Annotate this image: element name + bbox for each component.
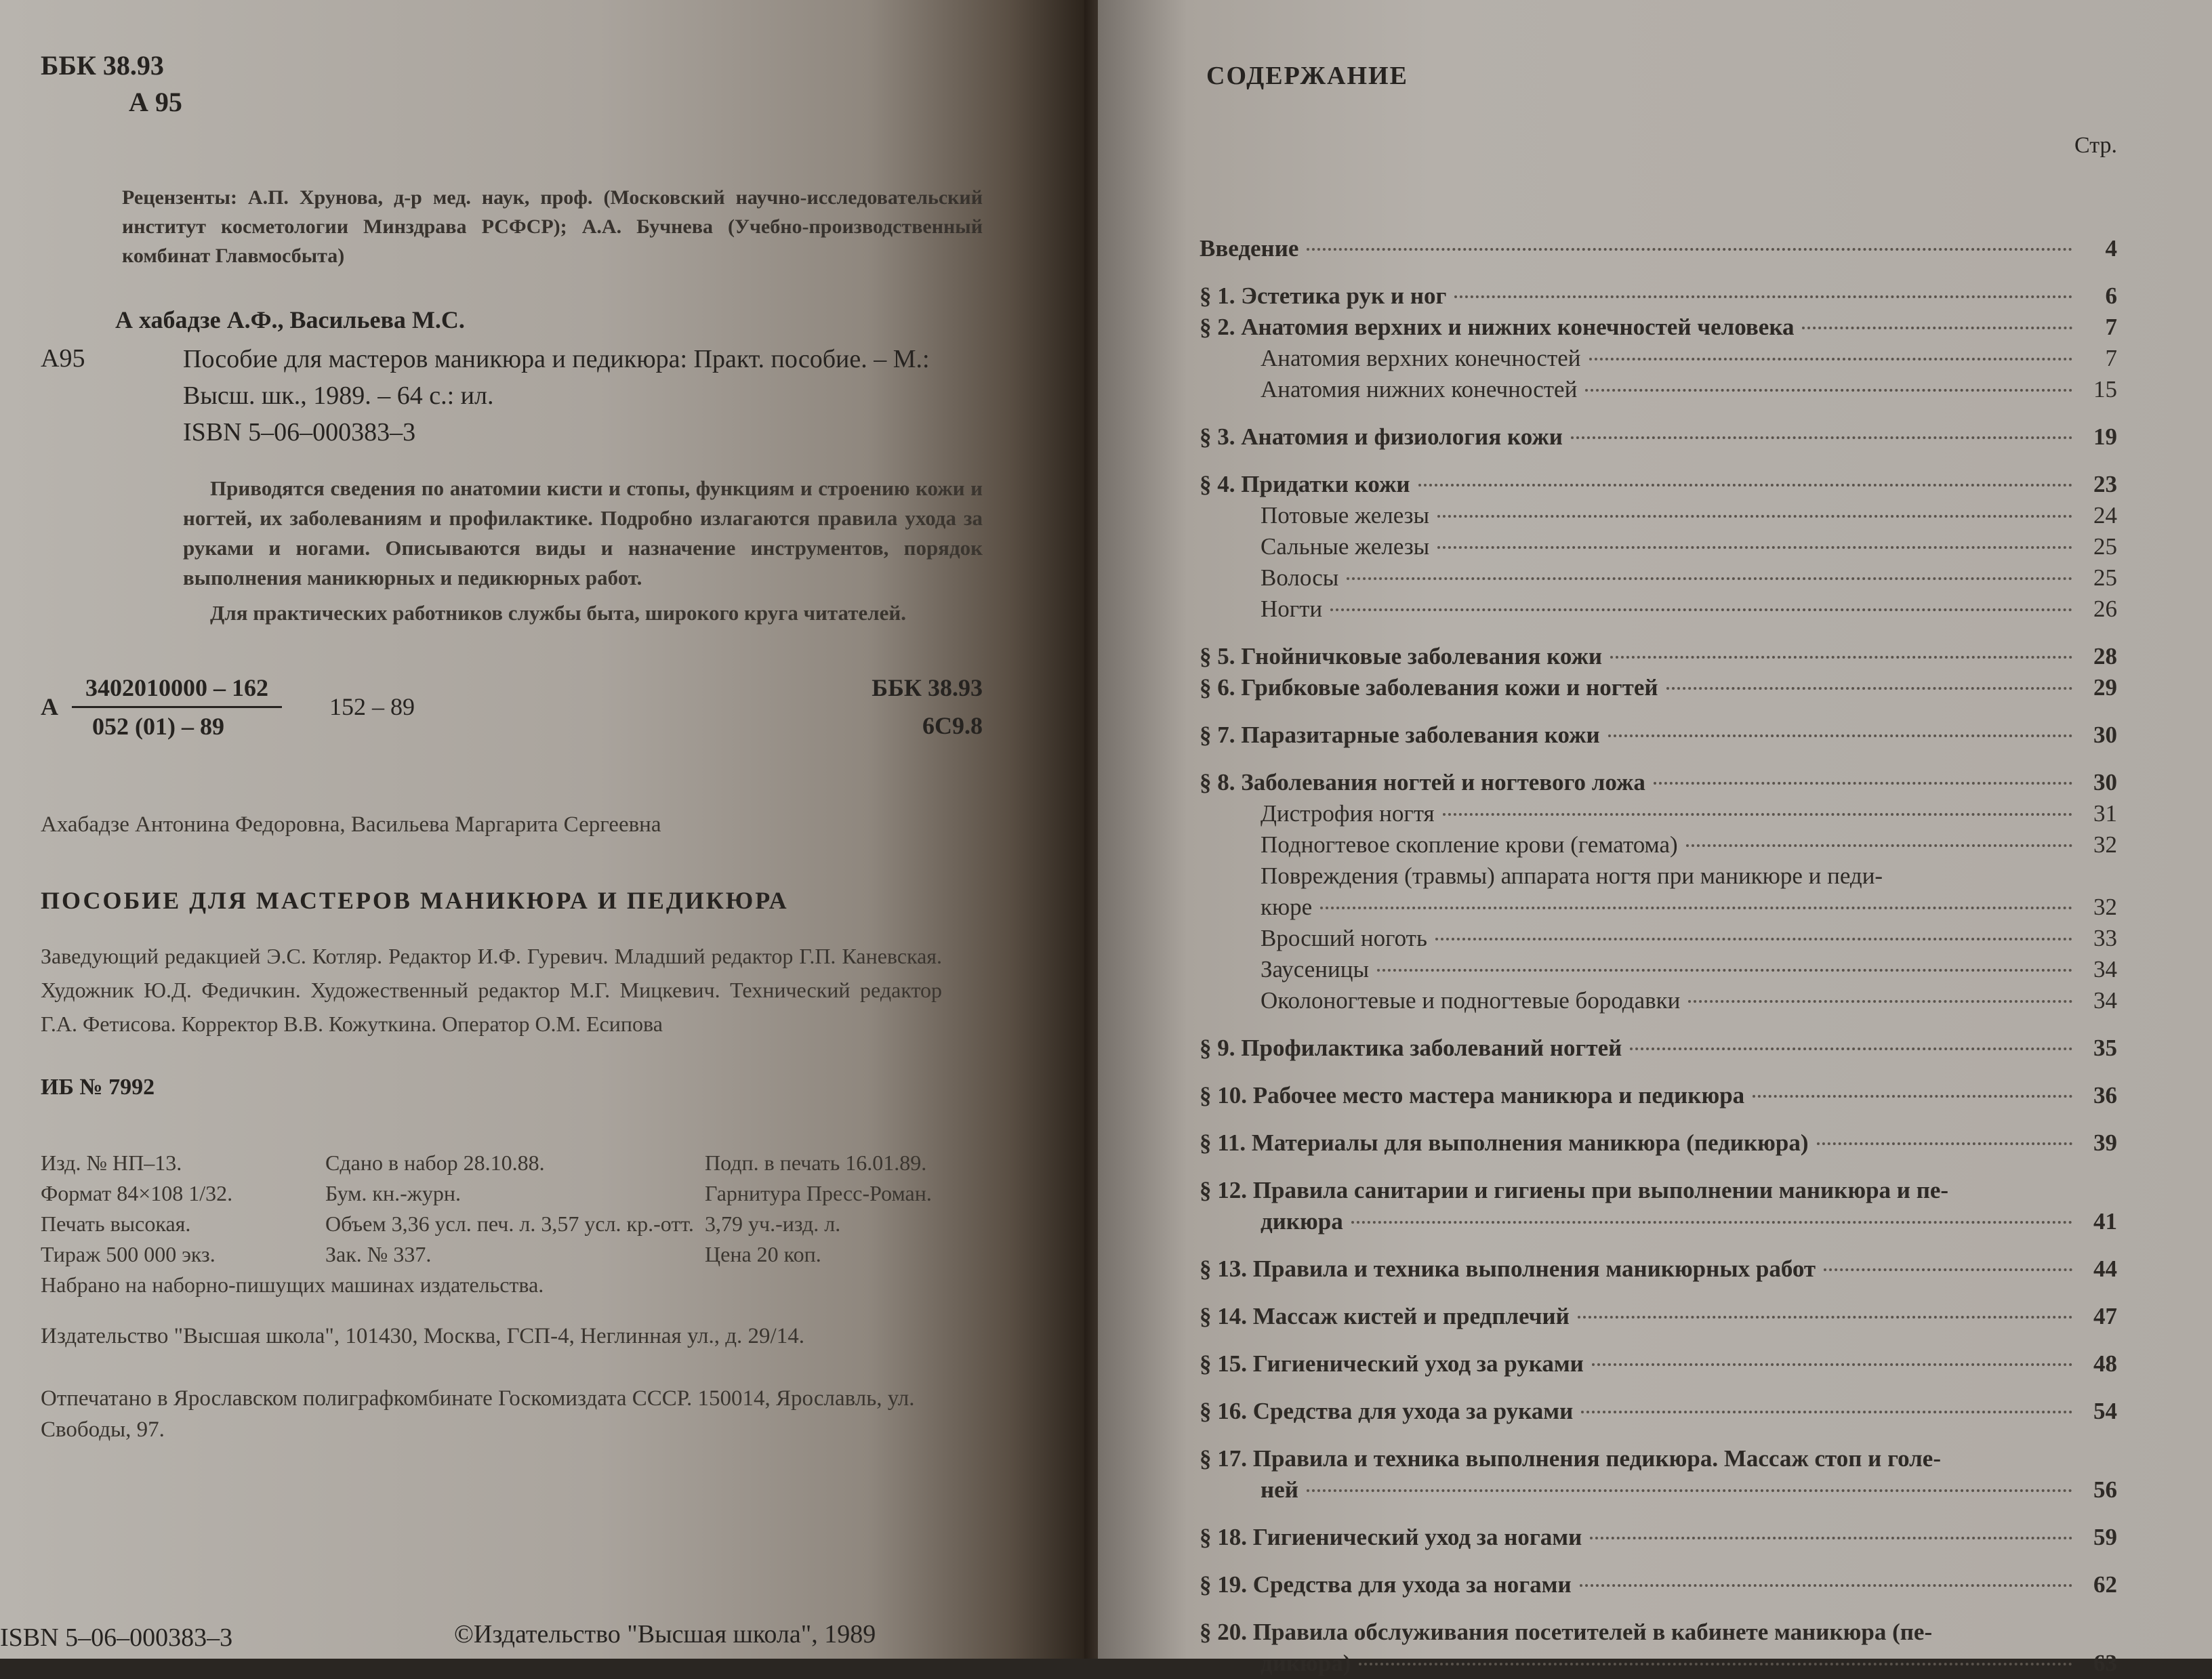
annotation xyxy=(183,474,983,628)
toc-entry-title: § 19. Средства для ухода за ногами xyxy=(1200,1571,1572,1598)
toc-page-number: 44 xyxy=(2093,1256,2117,1282)
page-column-label: Стр. xyxy=(2074,133,2117,158)
toc-page-number: 4 xyxy=(2105,235,2117,262)
toc-entry xyxy=(1200,1253,2117,1285)
toc-entry-title: § 11. Материалы для выполнения маникюра (педикюра) xyxy=(1200,1129,1809,1156)
toc-entry xyxy=(1200,1348,2117,1380)
catalog-description: Пособие для мастеров маникюра и педикюра: Практ. пособие. – М.: Высш. шк., 1989. – 64 с.: ил. xyxy=(183,345,930,410)
toc-dot-leader xyxy=(1351,1221,2072,1224)
toc-page-number: 39 xyxy=(2093,1129,2117,1156)
toc-dot-leader xyxy=(1688,1000,2072,1003)
toc-entry xyxy=(1200,1648,2117,1679)
imprint-item: Подп. в печать 16.01.89. xyxy=(705,1151,927,1175)
toc-dot-leader xyxy=(1307,1489,2072,1492)
toc-entry xyxy=(1200,1080,2117,1111)
toc-entry xyxy=(1200,374,2117,405)
toc-entry-title: § 5. Гнойничковые заболевания кожи xyxy=(1200,643,1603,669)
toc-page-number: 25 xyxy=(2093,564,2117,591)
toc-entry-title: Введение xyxy=(1200,235,1299,262)
printer-address: Отпечатано в Ярославском полиграфкомбинате Госкомиздата СССР. 150014, Ярославль, ул. Свободы, 97. xyxy=(41,1386,915,1442)
toc-entry xyxy=(1200,767,2117,798)
class-middle: 152 – 89 xyxy=(329,693,415,720)
toc-entry-title: Околоногтевые и подногтевые бородавки xyxy=(1261,987,1681,1014)
toc-page-number: 48 xyxy=(2093,1350,2117,1377)
toc-entry-title: Ногти xyxy=(1261,596,1323,622)
toc-page-number: 28 xyxy=(2093,643,2117,669)
toc-dot-leader xyxy=(1817,1142,2073,1145)
toc-dot-leader xyxy=(1578,1316,2072,1319)
toc-entry xyxy=(1200,1443,2117,1474)
imprint-item: Печать высокая. xyxy=(41,1211,191,1236)
editorial-staff: Заведующий редакцией Э.С. Котляр. Редактор И.Ф. Гуревич. Младший редактор Г.П. Каневская. Художник Ю.Д. Федичкин. Художественный редактор М.Г. Мицкевич. Технический редактор Г.А. Фетисова. Корректор В.В. Кожуткина. Оператор О.М. Есипова xyxy=(41,944,942,1036)
toc-page-number: 15 xyxy=(2093,376,2117,402)
toc-entry-title: Дистрофия ногтя xyxy=(1261,800,1435,827)
toc-entry-title: кюре xyxy=(1261,894,1313,920)
ib-number: ИБ № 7992 xyxy=(41,1075,155,1100)
toc-entry xyxy=(1200,641,2117,672)
toc-dot-leader xyxy=(1608,734,2072,737)
toc-entry-title: § 10. Рабочее место мастера маникюра и педикюра xyxy=(1200,1082,1745,1108)
toc-dot-leader xyxy=(1581,1411,2072,1413)
toc-entry xyxy=(1200,562,2117,594)
imprint-item: Зак. № 337. xyxy=(325,1242,432,1266)
toc-dot-leader xyxy=(1347,577,2072,580)
classification-row xyxy=(41,669,983,745)
toc-entry xyxy=(1200,312,2117,343)
toc-entry-title: Анатомия верхних конечностей xyxy=(1261,345,1581,371)
toc-page-number: 41 xyxy=(2093,1208,2117,1235)
toc-dot-leader xyxy=(1630,1048,2072,1050)
toc-dot-leader xyxy=(1589,358,2072,360)
toc-entry xyxy=(1200,892,2117,923)
toc-entry xyxy=(1200,954,2117,985)
bbk-code: ББК 38.93 xyxy=(41,50,164,81)
toc-entry xyxy=(1200,281,2117,312)
toc-page-number: 7 xyxy=(2105,314,2117,340)
toc-entry xyxy=(1200,531,2117,562)
toc-entry xyxy=(1200,500,2117,531)
toc-page-number: 54 xyxy=(2093,1398,2117,1424)
toc-page-number: 30 xyxy=(2093,769,2117,795)
imprint-item: Формат 84×108 1/32. xyxy=(41,1181,233,1205)
toc-entry-title: Вросший ноготь xyxy=(1261,925,1427,951)
table-of-contents xyxy=(1200,233,2117,1679)
toc-page-number: 25 xyxy=(2093,533,2117,560)
isbn-bottom: ISBN 5–06–000383–3 xyxy=(0,1623,233,1652)
imprint-item: Сдано в набор 28.10.88. xyxy=(325,1151,545,1175)
toc-entry-title: § 3. Анатомия и физиология кожи xyxy=(1200,423,1563,450)
toc-page-number: 34 xyxy=(2093,987,2117,1014)
toc-dot-leader xyxy=(1454,295,2072,298)
toc-page-number: 36 xyxy=(2093,1082,2117,1108)
catalog-entry xyxy=(41,341,983,451)
toc-dot-leader xyxy=(1592,1363,2072,1366)
toc-dot-leader xyxy=(1437,515,2072,518)
publisher-address: Издательство "Высшая школа", 101430, Москва, ГСП-4, Неглинная ул., д. 29/14. xyxy=(41,1324,804,1348)
toc-dot-leader xyxy=(1571,436,2072,439)
toc-page-number: 29 xyxy=(2093,674,2117,701)
toc-page-number: 63 xyxy=(2093,1650,2117,1676)
annotation-paragraph: Для практических работников службы быта, широкого круга читателей. xyxy=(210,601,906,625)
toc-entry-title: § 14. Массаж кистей и предплечий xyxy=(1200,1303,1570,1329)
toc-entry-title: § 20. Правила обслуживания посетителей в кабинете маникюра (пе- xyxy=(1200,1619,1933,1645)
toc-page-number: 32 xyxy=(2093,894,2117,920)
toc-dot-leader xyxy=(1590,1537,2072,1539)
toc-dot-leader xyxy=(1437,546,2072,549)
toc-dot-leader xyxy=(1418,484,2072,486)
toc-entry xyxy=(1200,469,2117,500)
toc-entry xyxy=(1200,1206,2117,1237)
toc-entry xyxy=(1200,923,2117,954)
toc-page-number: 33 xyxy=(2093,925,2117,951)
toc-entry xyxy=(1200,233,2117,264)
toc-entry-title: § 12. Правила санитарии и гигиены при выполнении маникюра и пе- xyxy=(1200,1177,1949,1203)
copyright: ©Издательство "Высшая школа", 1989 xyxy=(454,1620,876,1649)
toc-entry xyxy=(1200,1127,2117,1159)
toc-entry xyxy=(1200,1033,2117,1064)
class-fraction xyxy=(72,673,282,741)
class-bbk: ББК 38.93 xyxy=(872,674,983,701)
toc-dot-leader xyxy=(1654,782,2072,785)
toc-dot-leader xyxy=(1686,844,2072,847)
author-mark: А 95 xyxy=(129,87,182,117)
imprint-item: Гарнитура Пресс-Роман. xyxy=(705,1181,932,1205)
toc-entry xyxy=(1200,343,2117,374)
toc-entry-title: § 18. Гигиенический уход за ногами xyxy=(1200,1524,1582,1550)
imprint-item: Объем 3,36 усл. печ. л. 3,57 усл. кр.-отт. xyxy=(325,1211,694,1236)
toc-entry-title: § 8. Заболевания ногтей и ногтевого ложа xyxy=(1200,769,1645,795)
authors-line: А хабадзе А.Ф., Васильева М.С. xyxy=(115,306,465,333)
toc-entry xyxy=(1200,861,2117,892)
toc-dot-leader xyxy=(1330,608,2072,611)
class-denominator: 052 (01) – 89 xyxy=(92,712,224,740)
class-udc: 6С9.8 xyxy=(922,712,983,739)
toc-entry-title: § 15. Гигиенический уход за руками xyxy=(1200,1350,1584,1377)
toc-page-number: 23 xyxy=(2093,471,2117,497)
toc-dot-leader xyxy=(1753,1095,2072,1098)
toc-entry xyxy=(1200,798,2117,829)
toc-entry-title: ней xyxy=(1261,1476,1298,1503)
toc-entry xyxy=(1200,1301,2117,1332)
toc-entry-title: § 2. Анатомия верхних и нижних конечностей человека xyxy=(1200,314,1795,340)
toc-entry xyxy=(1200,720,2117,751)
toc-entry xyxy=(1200,1474,2117,1506)
toc-dot-leader xyxy=(1377,969,2072,972)
catalog-index: А95 xyxy=(41,344,85,373)
toc-entry-title: § 17. Правила и техника выполнения педикюра. Массаж стоп и голе- xyxy=(1200,1445,1941,1472)
toc-page-number: 32 xyxy=(2093,831,2117,858)
toc-entry-title: § 16. Средства для ухода за руками xyxy=(1200,1398,1574,1424)
toc-entry-title: Подногтевое скопление крови (гематома) xyxy=(1261,831,1678,858)
full-authors: Ахабадзе Антонина Федоровна, Васильева Маргарита Сергеевна xyxy=(41,812,661,837)
toc-entry xyxy=(1200,1569,2117,1600)
imprint-item: Изд. № НП–13. xyxy=(41,1151,182,1175)
toc-dot-leader xyxy=(1666,687,2072,690)
toc-page-number: 19 xyxy=(2093,423,2117,450)
toc-page-number: 34 xyxy=(2093,956,2117,982)
toc-entry-title: Сальные железы xyxy=(1261,533,1430,560)
class-letter: А xyxy=(41,693,58,720)
toc-entry xyxy=(1200,1175,2117,1206)
toc-entry-title: Повреждения (травмы) аппарата ногтя при маникюре и педи- xyxy=(1261,863,1883,889)
isbn-line: ISBN 5–06–000383–3 xyxy=(183,418,416,447)
toc-dot-leader xyxy=(1320,907,2072,909)
toc-dot-leader xyxy=(1824,1268,2072,1271)
toc-entry-title: дикюра xyxy=(1261,1208,1343,1235)
toc-entry xyxy=(1200,1396,2117,1427)
toc-page-number: 47 xyxy=(2093,1303,2117,1329)
imprint-item: Тираж 500 000 экз. xyxy=(41,1242,216,1266)
toc-entry xyxy=(1200,1522,2117,1553)
toc-entry-title: Волосы xyxy=(1261,564,1339,591)
toc-dot-leader xyxy=(1802,327,2072,329)
toc-entry-title: Потовые железы xyxy=(1261,502,1429,528)
toc-entry-title: § 7. Паразитарные заболевания кожи xyxy=(1200,722,1600,748)
toc-page-number: 26 xyxy=(2093,596,2117,622)
toc-entry-title: § 1. Эстетика рук и ног xyxy=(1200,283,1447,309)
toc-page-number: 24 xyxy=(2093,502,2117,528)
toc-dot-leader xyxy=(1443,813,2072,816)
toc-entry-title: Заусеницы xyxy=(1261,956,1369,982)
contents-title: СОДЕРЖАНИЕ xyxy=(1206,62,1408,90)
toc-entry xyxy=(1200,1617,2117,1648)
toc-entry xyxy=(1200,594,2117,625)
toc-entry xyxy=(1200,985,2117,1016)
toc-dot-leader xyxy=(1610,656,2072,659)
toc-entry-title: дикюра) xyxy=(1261,1650,1351,1676)
toc-entry-title: § 9. Профилактика заболеваний ногтей xyxy=(1200,1035,1622,1061)
toc-entry xyxy=(1200,672,2117,703)
toc-page-number: 35 xyxy=(2093,1035,2117,1061)
book-title: ПОСОБИЕ ДЛЯ МАСТЕРОВ МАНИКЮРА И ПЕДИКЮРА xyxy=(41,887,789,914)
toc-page-number: 62 xyxy=(2093,1571,2117,1598)
typeset-note: Набрано на наборно-пишущих машинах издательства. xyxy=(41,1272,544,1297)
toc-page-number: 56 xyxy=(2093,1476,2117,1503)
imprint-item: Бум. кн.-журн. xyxy=(325,1181,461,1205)
imprint-grid xyxy=(41,1148,983,1270)
toc-entry-title: § 4. Придатки кожи xyxy=(1200,471,1410,497)
toc-page-number: 31 xyxy=(2093,800,2117,827)
toc-entry xyxy=(1200,421,2117,453)
toc-dot-leader xyxy=(1580,1584,2072,1587)
book-gutter xyxy=(1084,0,1098,1659)
toc-dot-leader xyxy=(1585,389,2072,392)
imprint-item: Цена 20 коп. xyxy=(705,1242,821,1266)
toc-dot-leader xyxy=(1307,248,2072,251)
toc-dot-leader xyxy=(1359,1663,2072,1665)
toc-page-number: 6 xyxy=(2105,283,2117,309)
toc-entry-title: § 6. Грибковые заболевания кожи и ногтей xyxy=(1200,674,1658,701)
annotation-paragraph: Приводятся сведения по анатомии кисти и стопы, функциям и строению кожи и ногтей, их заболеваниям и профилактике. Подробно излагаются правила ухода за руками и ногами. Описываются виды и назначение инструментов, порядок выполнения маникюрных и педикюрных работ. xyxy=(183,476,983,589)
left-page xyxy=(0,0,1084,1659)
imprint-item: 3,79 уч.-изд. л. xyxy=(705,1211,841,1236)
toc-page-number: 7 xyxy=(2105,345,2117,371)
reviewers: Рецензенты: А.П. Хрунова, д-р мед. наук, проф. (Московский научно-исследовательский институт косметологии Минздрава РСФСР); А.А. Бучнева (Учебно-производственный комбинат Главмосбыта) xyxy=(122,186,983,267)
toc-entry-title: § 13. Правила и техника выполнения маникюрных работ xyxy=(1200,1256,1816,1282)
class-numerator: 3402010000 – 162 xyxy=(72,673,282,708)
toc-dot-leader xyxy=(1435,938,2072,940)
toc-entry-title: Анатомия нижних конечностей xyxy=(1261,376,1578,402)
toc-page-number: 59 xyxy=(2093,1524,2117,1550)
right-page xyxy=(1098,0,2212,1676)
toc-page-number: 30 xyxy=(2093,722,2117,748)
toc-entry xyxy=(1200,829,2117,861)
